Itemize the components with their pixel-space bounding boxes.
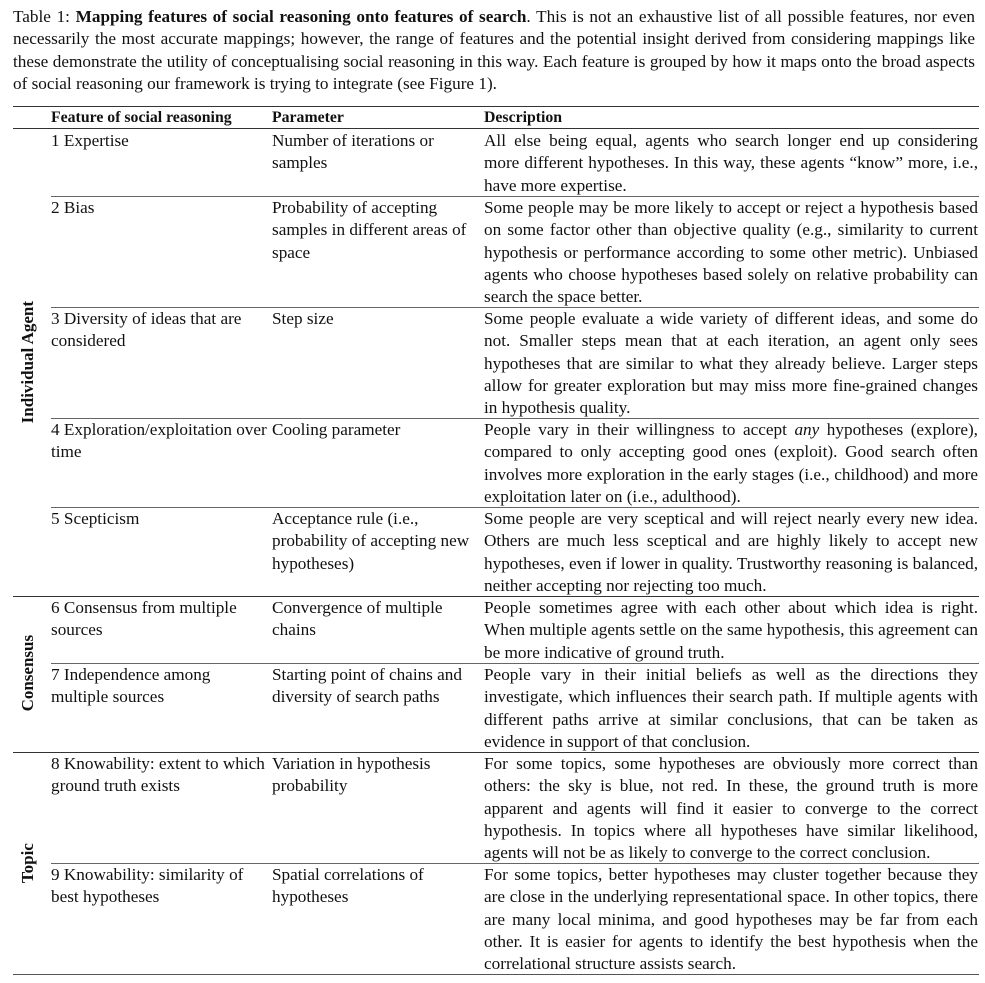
table-header-row bbox=[13, 107, 979, 129]
feature-cell: 3 Diversity of ideas that are considered bbox=[51, 309, 242, 351]
feature-cell: 5 Scepticism bbox=[51, 509, 140, 528]
description-cell: For some topics, some hypotheses are obviously more correct than others: the sky is blue, not red. In these, the ground truth is more apparent and agents will find it easier to converge to the correct hypothesis. In topics where all hypotheses have similar likelihood, agents will not be as likely to converge to the correct conclusion. bbox=[484, 754, 978, 863]
parameter-cell: Step size bbox=[272, 309, 334, 328]
feature-cell: 2 Bias bbox=[51, 198, 95, 217]
parameter-cell: Starting point of chains and diversity of search paths bbox=[272, 665, 462, 707]
caption-title: Mapping features of social reasoning onto features of search bbox=[75, 7, 527, 26]
parameter-cell: Cooling parameter bbox=[272, 420, 401, 439]
parameter-cell: Number of iterations or samples bbox=[272, 131, 434, 173]
caption-label: Table 1: bbox=[13, 7, 76, 26]
feature-cell: 4 Exploration/exploitation over time bbox=[51, 420, 267, 462]
group-label-consensus: Consensus bbox=[17, 635, 37, 712]
emphasis-any: any bbox=[794, 420, 820, 439]
caption-body: . This is not an exhaustive list of all possible features, nor even necessarily the most accurate mappings; however, the range of features and the potential insight derived from considering mappings like these demonstrate the utility of conceptualising social reasoning in this way. Each feature is grouped by how it maps onto the broad aspects of social reasoning our framework is trying to integrate (see Figure 1). bbox=[13, 7, 975, 93]
feature-cell: 7 Independence among multiple sources bbox=[51, 665, 211, 707]
group-label-topic: Topic bbox=[17, 842, 37, 883]
parameter-cell: Variation in hypothesis probability bbox=[272, 754, 431, 796]
header-description: Description bbox=[484, 109, 563, 126]
parameter-cell: Probability of accepting samples in different areas of space bbox=[272, 198, 467, 262]
feature-cell: 6 Consensus from multiple sources bbox=[51, 598, 237, 640]
description-cell: People vary in their willingness to accept any hypotheses (explore), compared to only accepting good ones (exploit). Good search often involves more exploration in the early stages (i.e., childhood) and more exploitation later on (i.e., adulthood). bbox=[484, 420, 978, 506]
header-rule bbox=[13, 128, 979, 129]
feature-cell: 9 Knowability: similarity of best hypotheses bbox=[51, 865, 244, 907]
description-cell: All else being equal, agents who search longer end up considering more different hypotheses. In this way, these agents “know” more, i.e., have more expertise. bbox=[484, 131, 978, 195]
header-feature: Feature of social reasoning bbox=[51, 109, 232, 126]
feature-cell: 1 Expertise bbox=[51, 131, 129, 150]
description-cell: Some people are very sceptical and will reject nearly every new idea. Others are much less sceptical and are highly likely to accept new hypotheses, even if lower in quality. Trustworthy reasoning is balanced, neither accepting nor rejecting too much. bbox=[484, 509, 978, 595]
parameter-cell: Convergence of multiple chains bbox=[272, 598, 443, 640]
parameter-cell: Acceptance rule (i.e., probability of accepting new hypotheses) bbox=[272, 509, 470, 573]
group-label-individual-agent: Individual Agent bbox=[17, 300, 37, 424]
description-cell: Some people evaluate a wide variety of different ideas, and some do not. Smaller steps mean that at each iteration, an agent only sees hypotheses that are similar to what they already believe. Larger steps allow for greater exploration but may miss more fine-grained changes in hypothesis quality. bbox=[484, 309, 978, 418]
bottom-rule bbox=[13, 974, 979, 975]
feature-cell: 8 Knowability: extent to which ground truth exists bbox=[51, 754, 265, 796]
table-caption bbox=[13, 6, 975, 95]
description-cell: People sometimes agree with each other about which idea is right. When multiple agents settle on the same hypothesis, this agreement can be more indicative of ground truth. bbox=[484, 598, 978, 662]
description-cell: People vary in their initial beliefs as well as the directions they investigate, which influences their search path. If multiple agents with different paths arrive at similar conclusions, that can be taken as evidence in support of that conclusion. bbox=[484, 665, 978, 751]
header-parameter: Parameter bbox=[272, 109, 344, 126]
description-cell: Some people may be more likely to accept or reject a hypothesis based on some factor other than objective quality (e.g., similarity to current hypothesis or performance according to some other metric). Unbiased agents who choose hypotheses based solely on relative probability can search the space better. bbox=[484, 198, 978, 307]
description-cell: For some topics, better hypotheses may cluster together because they are close in the underlying representational space. In other topics, there are many local minima, and good hypotheses may be far from each other. It is easier for agents to identify the best hypothesis when the correlational structure assists search. bbox=[484, 865, 978, 974]
parameter-cell: Spatial correlations of hypotheses bbox=[272, 865, 424, 907]
